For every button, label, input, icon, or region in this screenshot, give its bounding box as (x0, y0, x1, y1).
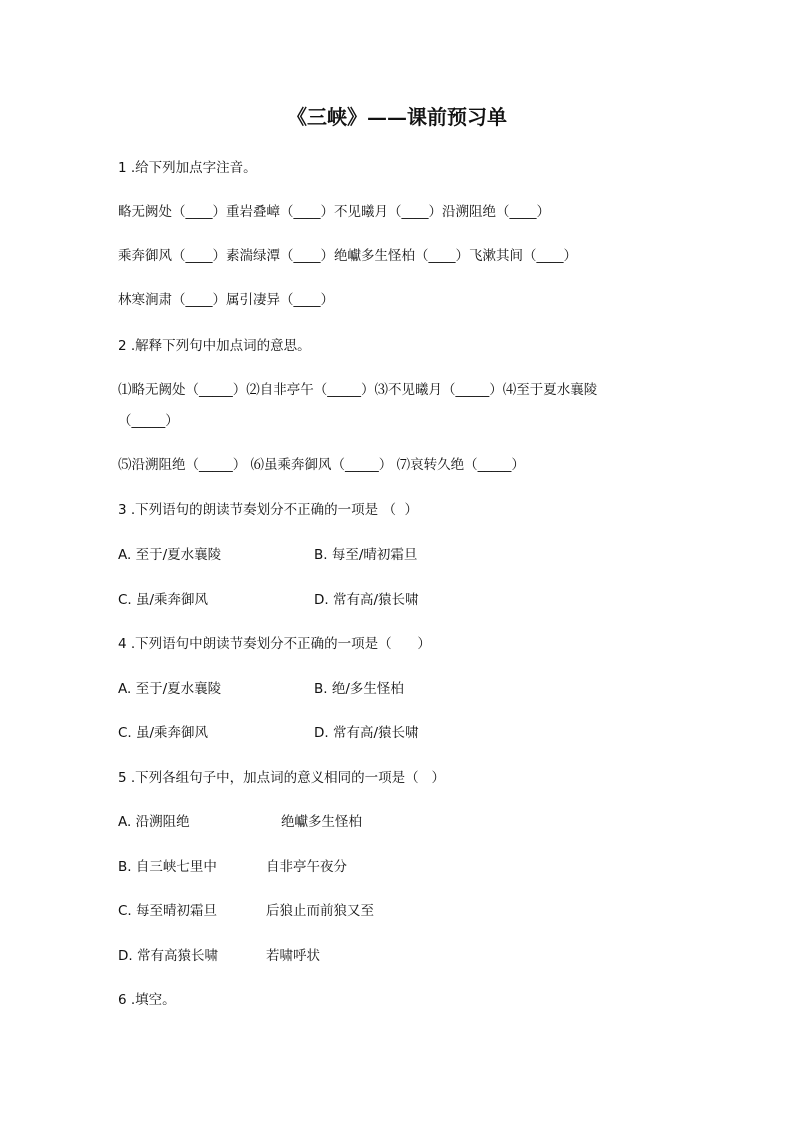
q6-heading: 6 .填空。 (118, 992, 176, 1008)
q1-line-1: 略无阙处（____）重岩叠嶂（____）不见曦月（____）沿溯阻绝（____） (118, 204, 550, 220)
page-title: 《三峡》——课前预习单 (287, 105, 507, 129)
q5-option-d-right: 若啸呼状 (266, 948, 320, 964)
q5-option-c-right: 后狼止而前狼又至 (266, 903, 374, 919)
q2-line-3: ⑸沿溯阻绝（_____） ⑹虽乘奔御风（_____） ⑺哀转久绝（_____） (118, 457, 525, 473)
q3-option-c: C. 虽/乘奔御风 (118, 592, 209, 608)
q5-option-b-left: B. 自三峡七里中 (118, 859, 217, 875)
q4-option-a: A. 至于/夏水襄陵 (118, 681, 222, 697)
q4-option-c: C. 虽/乘奔御风 (118, 725, 209, 741)
q3-heading: 3 .下列语句的朗读节奏划分不正确的一项是 （ ） (118, 502, 419, 518)
q2-line-1: ⑴略无阙处（_____）⑵自非亭午（_____）⑶不见曦月（_____）⑷至于夏水襄陵 (118, 382, 598, 398)
q3-option-d: D. 常有高/猿长啸 (314, 592, 419, 608)
q5-option-c-left: C. 每至晴初霜旦 (118, 903, 218, 919)
q1-line-3: 林寒涧肃（____）属引凄异（____） (118, 292, 334, 308)
q3-option-b: B. 每至/晴初霜旦 (314, 547, 418, 563)
q4-heading: 4 .下列语句中朗读节奏划分不正确的一项是（ ） (118, 636, 431, 652)
q5-option-a-left: A. 沿溯阻绝 (118, 814, 190, 830)
q3-option-a: A. 至于/夏水襄陵 (118, 547, 222, 563)
q5-option-d-left: D. 常有高猿长啸 (118, 948, 218, 964)
q2-heading: 2 .解释下列句中加点词的意思。 (118, 338, 311, 354)
q1-heading: 1 .给下列加点字注音。 (118, 160, 257, 176)
q1-line-2: 乘奔御风（____）素湍绿潭（____）绝巘多生怪柏（____）飞漱其间（____） (118, 248, 577, 264)
q5-option-a-right: 绝巘多生怪柏 (281, 814, 362, 830)
q2-line-2: （_____） (118, 413, 179, 429)
q4-option-b: B. 绝/多生怪柏 (314, 681, 404, 697)
q5-option-b-right: 自非亭午夜分 (266, 859, 347, 875)
q4-option-d: D. 常有高/猿长啸 (314, 725, 419, 741)
q5-heading: 5 .下列各组句子中，加点词的意义相同的一项是（ ） (118, 770, 446, 786)
